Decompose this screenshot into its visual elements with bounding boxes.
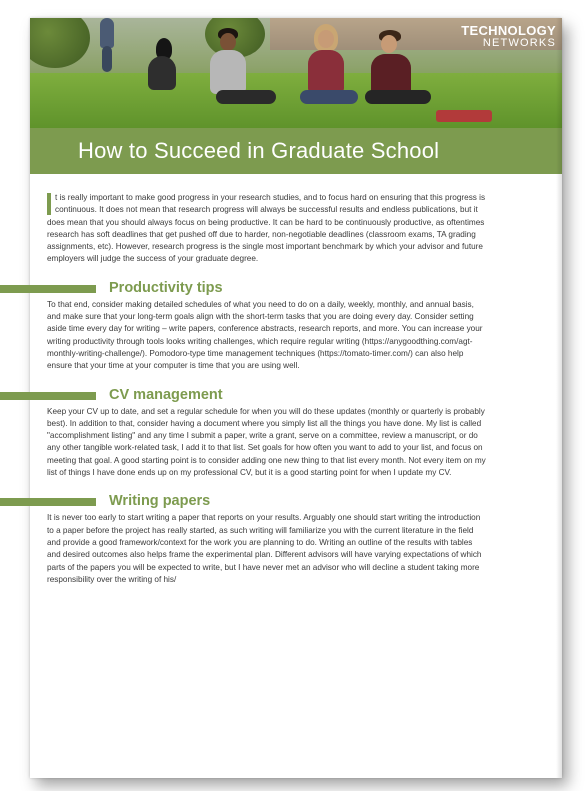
section-title-writing: Writing papers [109, 493, 211, 510]
section-body-cv: Keep your CV up to date, and set a regular schedule for when you will do these updates (monthly or quarterly is probably best). In addition to that, consider having a document where you simply list all the things you have done. My list is called "accomplishment listing" and any time I submit a paper, write a grant, serve on a committee, review a manuscript, or do any other tangible work-related task, I add it to that list. Set goals for how often you want to add to your list, and focus on meeting that goal. A good starting point is to consider adding one new thing to that list every month. Not every item on my list of things I have done ends up on my professional CV, but it is a good starting point for when I update my CV. [47, 406, 486, 478]
drop-cap-bar [47, 193, 51, 215]
section-title-cv: CV management [109, 386, 223, 403]
logo-line-2: NETWORKS [482, 37, 556, 49]
section-heading-productivity [47, 279, 487, 299]
intro-paragraph [47, 192, 487, 266]
page-title: How to Succeed in Graduate School [78, 138, 440, 163]
header-photo [30, 18, 562, 128]
section-body-writing: It is never too early to start writing a paper that reports on your results. Arguably one should start writing the introduction to a paper before the project has really started, as such writing will familiarize you with the current literature in the field and provide a good framework/context for the work you are planning to do. Writing an outline of the results with tables and desired outcomes also helps frame the experimental plan. Different advisors will have varying expectations of which parts of the papers you will be expected to write, but I have never met an advisor who will decline a student taking more responsibility over the writing of his/ [47, 513, 482, 584]
section-marker-bar [0, 285, 96, 293]
section-marker-bar [0, 392, 96, 400]
section-title-productivity: Productivity tips [109, 279, 223, 296]
section-marker-bar [0, 498, 96, 506]
section-heading-writing [47, 492, 487, 512]
section-heading-cv [47, 386, 487, 406]
technology-networks-logo [461, 24, 556, 49]
background-tree [30, 18, 90, 68]
red-bag [436, 110, 492, 122]
logo-line-1: TECHNOLOGY [461, 23, 556, 38]
article-body [47, 192, 487, 586]
intro-text: t is really important to make good progress in your research studies, and to focus hard on ensuring that this progress is continuous. It does not mean that research progress will always be successful results and endless publications, but it does mean that you should always focus on being productive. It can be hard to be continuously productive, as oftentimes research has soft deadlines that get pushed off due to harder, non-negotiable deadlines (classroom exams, TA grading assignments, etc). However, research progress is the single most important benchmark by which your advisor and future employers will judge the success of your graduate degree. [47, 193, 486, 264]
section-body-productivity: To that end, consider making detailed schedules of what you need to do on a daily, weekly, monthly, and annual basis, and make sure that your long-term goals align with the short-term tasks that you are doing every day. Consider setting aside time every day for writing – write papers, conference abstracts, research reports, and more. You can increase your writing productivity through tools looks writing challenges, which require regular writing (https://anygoodthing.com/agt-monthly-writing-challenge/). Pomodoro-type time management techniques (https://tomato-timer.com/) can also help ensure that your time at your computer is time that you are using well. [47, 299, 483, 371]
title-band [30, 128, 562, 174]
